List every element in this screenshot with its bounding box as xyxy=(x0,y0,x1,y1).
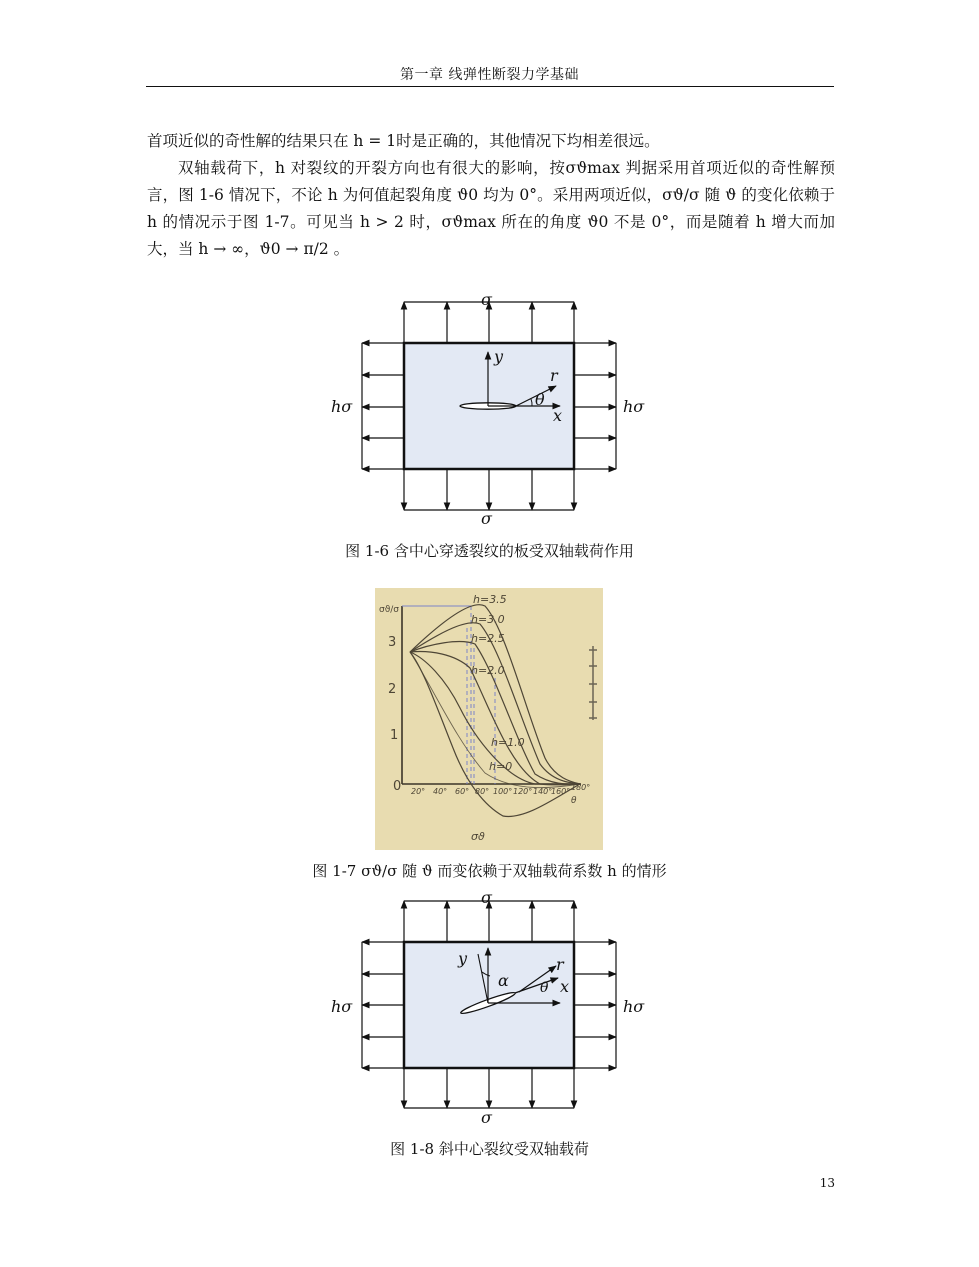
x-tick-140: 140° xyxy=(533,787,553,796)
x-tick-120: 120° xyxy=(513,787,533,796)
x-tick-60: 60° xyxy=(455,787,470,796)
theta-label: θ xyxy=(540,980,549,996)
figure-1-8 xyxy=(320,886,645,1127)
r-label: r xyxy=(556,955,564,974)
figure-1-6-caption: 图 1-6 含中心穿透裂纹的板受双轴载荷作用 xyxy=(345,542,634,560)
paragraph-2: 双轴载荷下，h 对裂纹的开裂方向也有很大的影响，按σϑmax 判据采用首项近似的奇性解预言，图 1-6 情况下，不论 h 为何值起裂角度 ϑ0 均为 0°。采用两项近似，σϑ/σ 随 ϑ 的变化依赖于 h 的情况示于图 1-7。可见当 h > 2 时，σϑmax 所在的角度 ϑ0 不是 0°，而是随着 h 增大而加大，当 h → ∞，ϑ0 → π/2 。 xyxy=(147,159,835,258)
x-label: x xyxy=(560,977,570,996)
sigma-top-label: σ xyxy=(481,290,492,309)
theta-label: θ xyxy=(535,390,545,409)
y-axis-label: σϑ/σ xyxy=(379,605,400,615)
curve-label-h35: h=3.5 xyxy=(473,593,507,606)
r-label: r xyxy=(550,366,558,385)
y-label: y xyxy=(494,347,504,366)
handwritten-plot xyxy=(375,588,603,850)
x-tick-100: 100° xyxy=(493,787,513,796)
x-tick-160: 160° xyxy=(551,787,571,796)
sigma-top-label: σ xyxy=(481,888,492,907)
x-tick-80: 80° xyxy=(475,787,490,796)
figure-1-6 xyxy=(320,288,645,528)
figure-1-8-caption: 图 1-8 斜中心裂纹受双轴载荷 xyxy=(390,1140,589,1158)
header-rule xyxy=(146,86,834,87)
y-tick-2: 2 xyxy=(388,682,397,697)
y-label: y xyxy=(458,949,468,968)
curve-label-h10: h=1.0 xyxy=(491,736,525,749)
h-sigma-right-label: hσ xyxy=(623,997,645,1016)
curve-label-h25: h=2.5 xyxy=(471,632,505,645)
curve-label-h20: h=2.0 xyxy=(471,664,505,677)
sigma-bottom-label: σ xyxy=(481,509,492,528)
y-tick-3: 3 xyxy=(388,635,397,650)
x-label: x xyxy=(553,406,563,425)
sigma-theta-label: σϑ xyxy=(471,830,485,843)
curve-label-h30: h=3.0 xyxy=(471,613,505,626)
x-tick-20: 20° xyxy=(411,787,426,796)
figure-1-8-drawing xyxy=(320,886,645,1127)
page-number: 13 xyxy=(819,1176,835,1190)
x-tick-180: 180° xyxy=(571,783,591,792)
y-tick-1: 1 xyxy=(390,728,399,743)
running-header: 第一章 线弹性断裂力学基础 xyxy=(400,67,579,83)
x-tick-40: 40° xyxy=(433,787,448,796)
y-tick-0: 0 xyxy=(393,779,402,794)
figure-1-7-scan xyxy=(375,588,603,850)
curve-label-h0: h=0 xyxy=(489,760,513,773)
figure-1-7-caption: 图 1-7 σϑ/σ 随 ϑ 而变依赖于双轴载荷系数 h 的情形 xyxy=(312,862,667,880)
sigma-bottom-label: σ xyxy=(481,1108,492,1127)
figure-1-6-drawing xyxy=(320,288,645,528)
alpha-label: α xyxy=(498,971,509,990)
h-sigma-right-label: hσ xyxy=(623,397,645,416)
paragraph-1: 首项近似的奇性解的结果只在 h = 1时是正确的，其他情况下均相差很远。 xyxy=(147,132,660,150)
h-sigma-left-label: hσ xyxy=(331,397,353,416)
h-sigma-left-label: hσ xyxy=(331,997,353,1016)
x-axis-label: θ xyxy=(571,796,577,806)
